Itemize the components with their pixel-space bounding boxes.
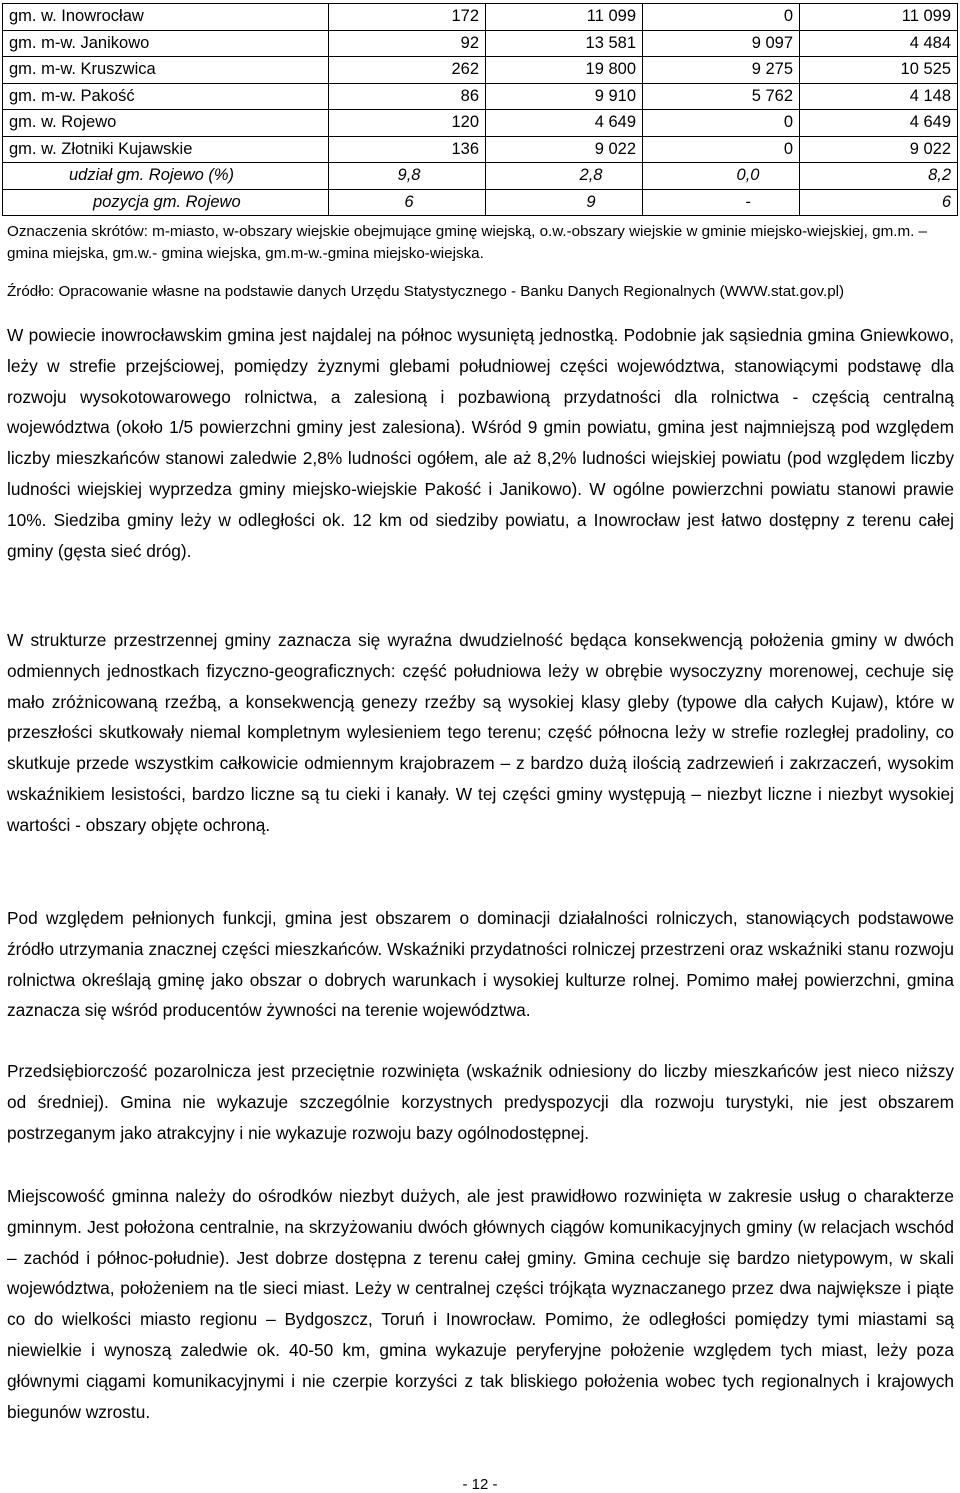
table-row (3, 83, 958, 110)
page-number: - 12 - (462, 1476, 498, 1493)
paragraph: W strukturze przestrzennej gminy zaznacza się wyraźna dwudzielność będąca konsekwencją położenia gminy w dwóch odmiennych jednostkach fizyczno-geograficznych: część południowa leży w obrębie wysoczyzny morenowej, cechuje się mało zróżnicowaną rzeźbą, a konsekwencją genezy rzeźby są wysokiej klasy gleby (typowe dla całych Kujaw), które w przeszłości skutkowały niemal kompletnym wylesieniem tego terenu; część północna leży w strefie rozległej pradoliny, co skutkuje przede wszystkim całkowicie odmiennym krajobrazem – z bardzo dużą ilością zadrzewień i zakrzaczeń, wysokim wskaźnikiem lesistości, bardzo liczne są tu cieki i kanały. W tej części gminy występują – niezbyt liczne i niezbyt wysokiej wartości - obszary objęte ochroną. (7, 630, 954, 835)
table-cell: 9 097 (643, 30, 800, 57)
table-cell: 9 275 (643, 57, 800, 84)
table-cell: 0 (643, 4, 800, 31)
municipality-name: gm. w. Rojewo (3, 110, 329, 137)
table-cell: 262 (329, 57, 486, 84)
abbreviations-note: Oznaczenia skrótów: m-miasto, w-obszary wiejskie obejmujące gminę wiejską, o.w.-obszary wiejskie w gminie miejsko-wiejskiej, gm.m. – gmina miejska, gm.w.- gmina wiejska, gm.m-w.-gmina miejsko-wiejska. (7, 223, 927, 262)
table-row-rank (3, 189, 958, 216)
table-cell: 9,8 (329, 163, 486, 190)
paragraph: W powiecie inowrocławskim gmina jest najdalej na północ wysuniętą jednostką. Podobnie jak sąsiednia gmina Gniewkowo, leży w strefie przejściowej, pomiędzy żyznymi glebami południowej części województwa, stanowiącymi podstawę dla rozwoju wysokotowarowego rolnictwa, a zalesioną i pozbawioną przydatności dla rolnictwa - częścią centralną województwa (około 1/5 powierzchni gminy jest zalesiona). Wśród 9 gmin powiatu, gmina jest najmniejszą pod względem liczby mieszkańców stanowi zaledwie 2,8% ludności ogółem, ale aż 8,2% ludności wiejskiej powiatu (pod względem liczby ludności wiejskiej wyprzedza gminy miejsko-wiejskie Pakość i Janikowo). W ogólne powierzchni powiatu stanowi prawie 10%. Siedziba gminy leży w odległości ok. 12 km od siedziby powiatu, a Inowrocław jest łatwo dostępny z terenu całej gminy (gęsta sieć dróg). (7, 325, 954, 561)
table-cell: 4 484 (800, 30, 958, 57)
table-row (3, 110, 958, 137)
data-table (2, 3, 958, 216)
municipality-name: gm. w. Inowrocław (3, 4, 329, 31)
share-label: udział gm. Rojewo (%) (3, 163, 329, 190)
table-cell: 86 (329, 83, 486, 110)
table-cell: 0,0 (643, 163, 800, 190)
table-row (3, 4, 958, 31)
table-cell: 8,2 (800, 163, 958, 190)
table-cell: 9 (486, 189, 643, 216)
table-cell: 4 148 (800, 83, 958, 110)
table-cell: 4 649 (486, 110, 643, 137)
municipality-name: gm. m-w. Kruszwica (3, 57, 329, 84)
municipality-name: gm. m-w. Janikowo (3, 30, 329, 57)
table-cell: 0 (643, 110, 800, 137)
table-cell: 92 (329, 30, 486, 57)
table-cell: 10 525 (800, 57, 958, 84)
table-cell: 172 (329, 4, 486, 31)
table-cell: 9 022 (486, 136, 643, 163)
rank-label: pozycja gm. Rojewo (3, 189, 329, 216)
municipality-name: gm. m-w. Pakość (3, 83, 329, 110)
table-row (3, 136, 958, 163)
table-cell: 120 (329, 110, 486, 137)
table-cell: 9 022 (800, 136, 958, 163)
table-cell: 11 099 (800, 4, 958, 31)
table-cell: 11 099 (486, 4, 643, 31)
table-cell: 9 910 (486, 83, 643, 110)
source-note: Źródło: Opracowanie własne na podstawie danych Urzędu Statystycznego - Banku Danych Regionalnych (WWW.stat.gov.pl) (7, 283, 845, 300)
table-row (3, 57, 958, 84)
table-cell: 6 (329, 189, 486, 216)
table-cell: 2,8 (486, 163, 643, 190)
table-row-share (3, 163, 958, 190)
table-cell: 6 (800, 189, 958, 216)
table-body (3, 4, 958, 216)
table-cell: 4 649 (800, 110, 958, 137)
table-cell: 5 762 (643, 83, 800, 110)
table-cell: - (643, 189, 800, 216)
table-cell: 136 (329, 136, 486, 163)
table-row (3, 30, 958, 57)
table-cell: 0 (643, 136, 800, 163)
paragraph: Pod względem pełnionych funkcji, gmina jest obszarem o dominacji działalności rolniczych, stanowiących podstawowe źródło utrzymania znacznej części mieszkańców. Wskaźniki przydatności rolniczej przestrzeni oraz wskaźniki stanu rozwoju rolnictwa określają gminę jako obszar o dobrych warunkach i wysokiej kulturze rolnej. Pomimo małej powierzchni, gmina zaznacza się wśród producentów żywności na terenie województwa. (7, 908, 954, 1021)
table-cell: 13 581 (486, 30, 643, 57)
municipality-name: gm. w. Złotniki Kujawskie (3, 136, 329, 163)
table-cell: 19 800 (486, 57, 643, 84)
paragraph: Przedsiębiorczość pozarolnicza jest przeciętnie rozwinięta (wskaźnik odniesiony do liczby mieszkańców jest nieco niższy od średniej). Gmina nie wykazuje szczególnie korzystnych predyspozycji dla rozwoju turystyki, nie jest obszarem postrzeganym jako atrakcyjny i nie wykazuje rozwoju bazy ogólnodostępnej. (7, 1061, 954, 1143)
paragraph: Miejscowość gminna należy do ośrodków niezbyt dużych, ale jest prawidłowo rozwinięta w zakresie usług o charakterze gminnym. Jest położona centralnie, na skrzyżowaniu dwóch głównych ciągów komunikacyjnych gminy (w relacjach wschód – zachód i północ-południe). Jest dobrze dostępna z terenu całej gminy. Gmina cechuje się bardzo nietypowym, w skali województwa, położeniem na tle sieci miast. Leży w centralnej części trójkąta wyznaczanego przez dwa największe i piąte co do wielkości miasto regionu – Bydgoszcz, Toruń i Inowrocław. Pomimo, że odległości pomiędzy tymi miastami są niewielkie i wynoszą zaledwie ok. 40-50 km, gmina wykazuje peryferyjne położenie względem tych miast, leży poza głównymi ciągami komunikacyjnymi i nie czerpie korzyści z tak bliskiego położenia wobec tych regionalnych i krajowych biegunów wzrostu. (7, 1186, 954, 1422)
